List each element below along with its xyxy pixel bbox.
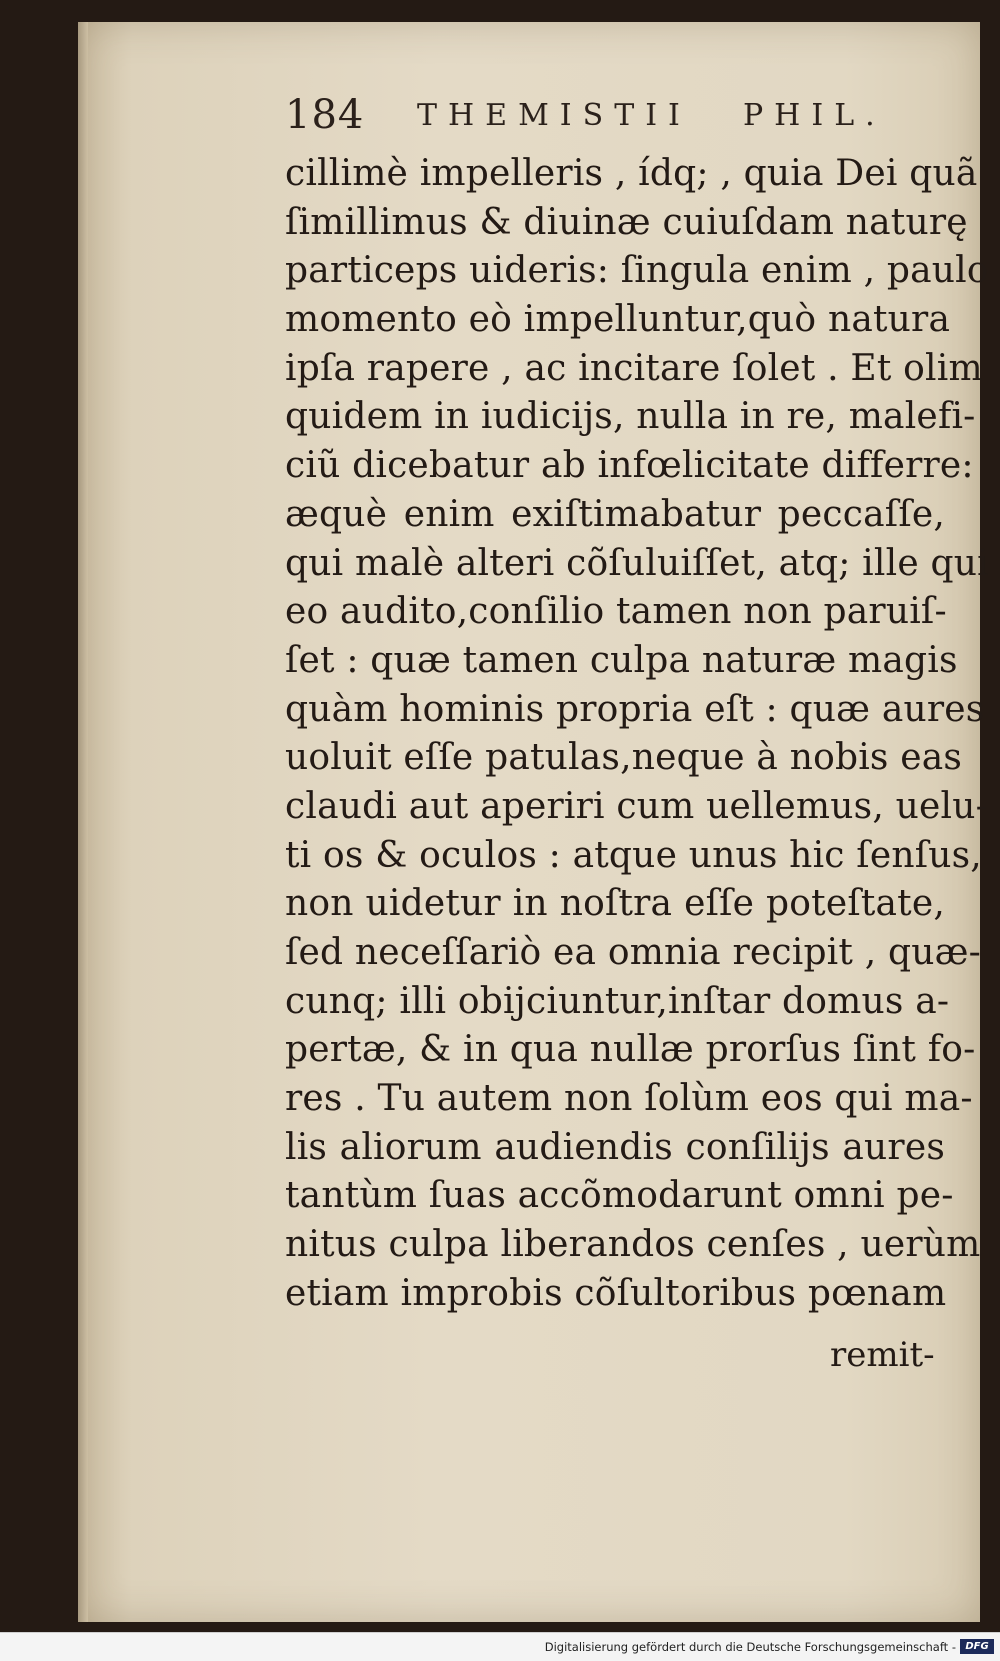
text-line: qui malè alteri cõſuluiſſet, atq; ille qui bbox=[285, 542, 989, 584]
text-line: ti os & oculos : atque unus hic ſenſus, bbox=[285, 834, 982, 876]
text-line: cunq; illi obijciuntur,inſtar domus a- bbox=[285, 980, 950, 1022]
text-line: pertæ, & in qua nullæ prorſus ſint fo- bbox=[285, 1029, 976, 1071]
page-gutter-edge bbox=[78, 22, 88, 1622]
catchword: remit- bbox=[830, 1335, 935, 1375]
text-line: momento eò impelluntur,quò natura bbox=[285, 299, 951, 341]
text-line: particeps uideris: ſingula enim , paulo bbox=[285, 250, 989, 292]
running-head-right: PHIL. bbox=[743, 98, 886, 133]
footer-bar bbox=[0, 1632, 1000, 1661]
text-line: lis aliorum audiendis conſilijs aures bbox=[285, 1126, 945, 1168]
text-line: ciũ dicebatur ab infœlicitate differre: bbox=[285, 445, 974, 487]
folio-number: 184 bbox=[285, 92, 365, 138]
footer-credit: Digitalisierung gefördert durch die Deutsche Forschungsgemeinschaft - bbox=[544, 1640, 956, 1654]
running-head-left: THEMISTII bbox=[417, 98, 691, 133]
text-line: ſet : quæ tamen culpa naturæ magis bbox=[285, 639, 958, 681]
text-line: non uidetur in noſtra eſſe poteſtate, bbox=[285, 883, 945, 925]
text-line: ſimillimus & diuinæ cuiuſdam naturę bbox=[285, 201, 968, 243]
text-line: nitus culpa liberandos cenſes , uerùm bbox=[285, 1224, 981, 1266]
text-line: quàm hominis propria eſt : quæ aures bbox=[285, 688, 985, 730]
text-line: claudi aut aperiri cum uellemus, uelu- bbox=[285, 785, 988, 827]
text-line: eo audito,conſilio tamen non paruiſ- bbox=[285, 591, 947, 633]
text-line: æquè enim exiſtimabatur peccaſſe, bbox=[285, 493, 945, 535]
text-line: cillimè impelleris , ídq; , quia Dei quã bbox=[285, 153, 978, 194]
text-line: tantùm ſuas accõmodarunt omni pe- bbox=[285, 1175, 954, 1217]
body-text bbox=[285, 150, 989, 1319]
text-line: quidem in iudicijs, nulla in re, malefi- bbox=[285, 396, 976, 438]
page-header bbox=[285, 92, 915, 142]
dfg-logo: DFG bbox=[960, 1639, 994, 1654]
text-line: ipſa rapere , ac incitare ſolet . Et olim bbox=[285, 347, 983, 389]
text-line: res . Tu autem non ſolùm eos qui ma- bbox=[285, 1078, 973, 1120]
text-line: ſed neceſſariò ea omnia recipit , quæ- bbox=[285, 932, 982, 973]
text-line: uoluit eſſe patulas,neque à nobis eas bbox=[285, 737, 963, 779]
text-line: etiam improbis cõſultoribus pœnam bbox=[285, 1272, 947, 1314]
